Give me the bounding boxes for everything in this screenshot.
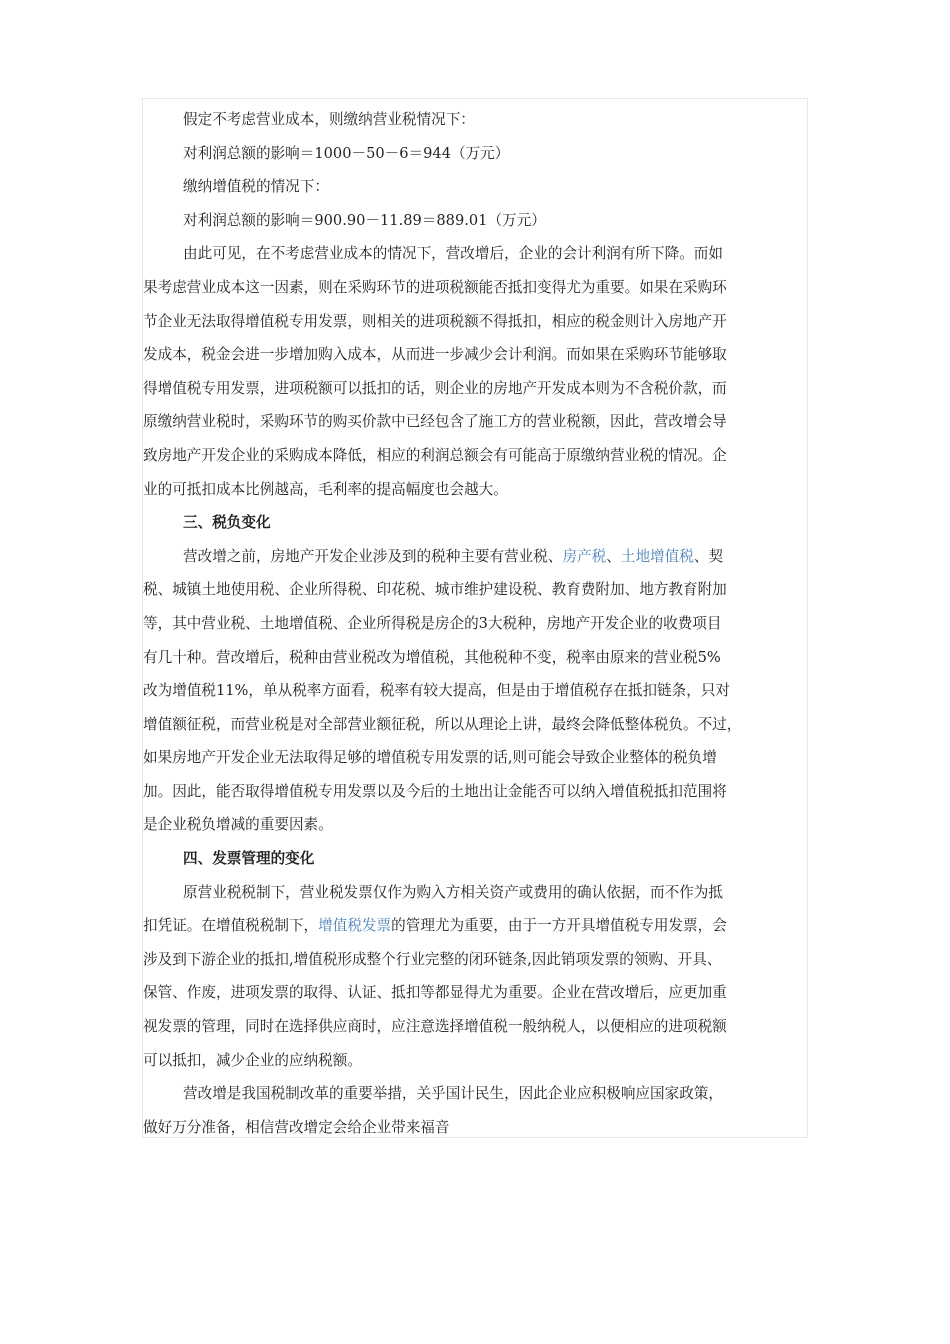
text-span: 扣凭证。在增值税税制下， [143,917,319,935]
paragraph-line: 视发票的管理，同时在选择供应商时，应注意选择增值税一般纳税人，以便相应的进项税额 [143,1018,727,1036]
paragraph-line: 原缴纳营业税时，采购环节的购买价款中已经包含了施工方的营业税额，因此，营改增会导 [143,413,727,431]
text-span: 的管理尤为重要，由于一方开具增值税专用发票，会 [391,917,727,935]
link-land-vat[interactable]: 土地增值税 [620,547,694,565]
paragraph-line: 税、城镇土地使用税、企业所得税、印花税、城市维护建设税、教育费附加、地方教育附加 [143,581,727,599]
paragraph-line: 节企业无法取得增值税专用发票，则相关的进项税额不得抵扣，相应的税金则计入房地产开 [143,312,727,330]
paragraph-line: 有几十种。营改增后，税种由营业税改为增值税，其他税种不变，税率由原来的营业税5% [143,648,721,666]
paragraph-line [143,916,819,950]
paragraph-line: 是企业税负增减的重要因素。 [143,816,333,834]
paragraph-line: 如果房地产开发企业无法取得足够的增值税专用发票的话,则可能会导致企业整体的税负增 [143,749,717,767]
text-span: 营改增之前，房地产开发企业涉及到的税种主要有营业税、 [183,547,563,565]
text-span: 、 [606,547,621,565]
paragraph-line: 发成本，税金会进一步增加购入成本，从而进一步减少会计利润。而如果在采购环节能够取 [143,346,727,364]
paragraph-line: 果考虑营业成本这一因素，则在采购环节的进项税额能否抵扣变得尤为重要。如果在采购环 [143,278,727,296]
section-heading-invoice: 四、发票管理的变化 [183,850,315,868]
paragraph-line: 致房地产开发企业的采购成本降低，相应的利润总额会有可能高于原缴纳营业税的情况。企 [143,446,727,464]
section-heading-tax-burden: 三、税负变化 [183,514,271,532]
link-vat-invoice[interactable]: 增值税发票 [318,917,392,935]
paragraph-line: 改为增值税11%，单从税率方面看，税率有较大提高，但是由于增值税存在抵扣链条，只对 [143,682,731,700]
article-body [143,110,819,1151]
paragraph-line: 业的可抵扣成本比例越高，毛利率的提高幅度也会越大。 [143,480,508,498]
text-span: 、契 [693,547,724,565]
calc-line: 缴纳增值税的情况下： [183,178,329,196]
calc-line: 假定不考虑营业成本，则缴纳营业税情况下： [183,111,475,128]
paragraph-line: 保管、作废，进项发票的取得、认证、抵扣等都显得尤为重要。企业在营改增后，应更加重 [143,984,727,1002]
paragraph-line: 可以抵扣，减少企业的应纳税额。 [143,1051,362,1069]
paragraph-line: 得增值税专用发票，进项税额可以抵扣的话，则企业的房地产开发成本则为不含税价款，而 [143,379,727,397]
paragraph-line: 等，其中营业税、土地增值税、企业所得税是房企的3大税种，房地产开发企业的收费项目 [143,614,722,632]
paragraph-line: 涉及到下游企业的抵扣,增值税形成整个行业完整的闭环链条,因此销项发票的领购、开具、 [143,950,722,968]
calc-line: 对利润总额的影响＝900.90－11.89＝889.01（万元） [183,211,546,229]
paragraph-line [143,547,819,581]
link-property-tax[interactable]: 房产税 [562,547,607,565]
paragraph-line: 营改增是我国税制改革的重要举措，关乎国计民生，因此企业应积极响应国家政策， [183,1085,723,1103]
paragraph-line: 增值额征税，而营业税是对全部营业额征税，所以从理论上讲，最终会降低整体税负。不过， [143,715,742,733]
paragraph-line: 由此可见，在不考虑营业成本的情况下，营改增后，企业的会计利润有所下降。而如 [183,245,723,263]
calc-line: 对利润总额的影响＝1000－50－6＝944（万元） [183,144,510,162]
paragraph-line: 加。因此，能否取得增值税专用发票以及今后的土地出让金能否可以纳入增值税抵扣范围将 [143,782,727,800]
paragraph-line: 做好万分准备，相信营改增定会给企业带来福音 [143,1118,450,1136]
paragraph-line: 原营业税税制下，营业税发票仅作为购入方相关资产或费用的确认依据，而不作为抵 [183,883,723,901]
